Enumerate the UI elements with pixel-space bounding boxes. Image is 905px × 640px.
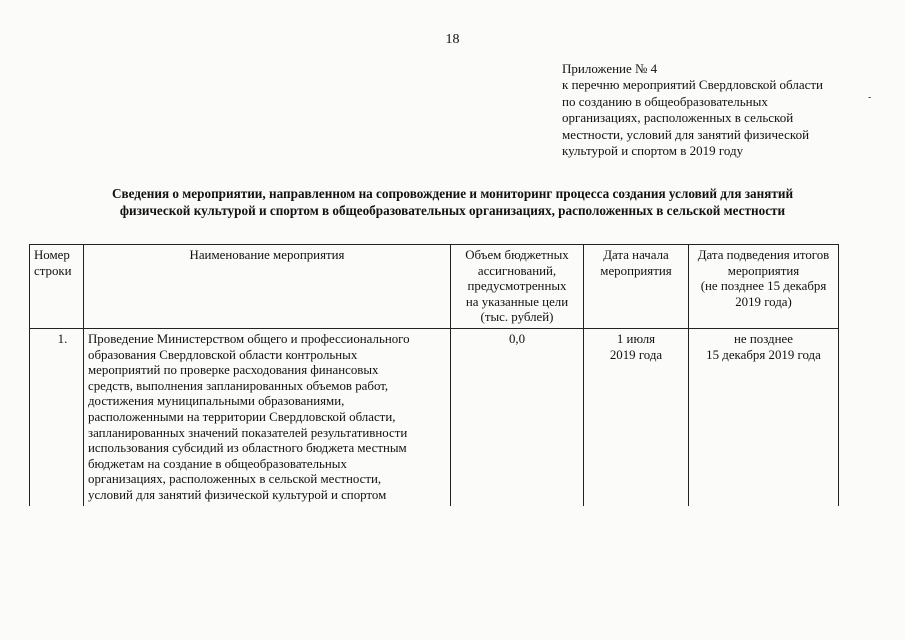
cell-summary-date — [689, 328, 839, 505]
cell-event-name — [84, 328, 451, 505]
cell-text: не позднее — [734, 331, 793, 346]
cell-text: мероприятий по проверке расходования финансовых — [88, 363, 379, 378]
cell-text: условий для занятий физической культурой и спортом — [88, 487, 387, 502]
header-name — [84, 245, 451, 329]
document-title — [40, 186, 865, 219]
header-text: на указанные цели — [465, 294, 569, 309]
appendix-line: культурой и спортом в 2019 году — [562, 143, 744, 159]
table-header-row — [30, 245, 839, 329]
appendix-line: местности, условий для занятий физической — [562, 126, 810, 142]
cell-text: Проведение Министерством общего и профессионального — [88, 331, 410, 346]
header-text: мероприятия — [600, 263, 672, 278]
title-line: физической культурой и спортом в общеобразовательных организациях, расположенных в сельской местности — [119, 202, 786, 218]
table-row — [30, 328, 839, 505]
header-text: мероприятия — [727, 263, 800, 278]
cell-text: достижения муниципальными образованиями, — [88, 394, 345, 409]
cell-text: 2019 года — [609, 347, 663, 362]
appendix-title: Приложение № 4 — [562, 61, 658, 76]
cell-text: расположенными на территории Свердловской области, — [88, 409, 396, 424]
header-text: Объем бюджетных — [465, 248, 569, 262]
header-text: Дата подведения итогов — [697, 248, 830, 262]
cell-text: запланированных значений показателей результативности — [88, 425, 408, 440]
cell-row-number: 1. — [30, 328, 84, 505]
header-text: ассигнований, — [477, 263, 557, 278]
header-text: (тыс. рублей) — [480, 310, 554, 325]
cell-budget: 0,0 — [451, 328, 584, 505]
cell-text: средств, выполнения запланированных объемов работ, — [88, 378, 389, 393]
appendix-block — [562, 61, 862, 159]
header-budget — [451, 245, 584, 329]
appendix-line: по созданию в общеобразовательных — [562, 93, 768, 109]
events-table — [29, 244, 839, 506]
cell-text: 15 декабря 2019 года — [706, 347, 821, 362]
header-text: (не позднее 15 декабря — [700, 279, 827, 294]
cell-text: образования Свердловской области контрольных — [88, 347, 358, 362]
cell-start-date — [584, 328, 689, 505]
side-mark: - — [868, 92, 872, 103]
header-summary-date — [689, 245, 839, 329]
header-text: Дата начала — [603, 248, 669, 262]
header-text: предусмотренных — [467, 279, 567, 294]
cell-text: организациях, расположенных в сельской местности, — [88, 472, 382, 487]
cell-text: 1 июля — [616, 331, 656, 346]
appendix-line: к перечню мероприятий Свердловской области — [562, 77, 824, 93]
cell-text: использования субсидий из областного бюджета местным — [88, 441, 407, 456]
header-text: строки — [34, 263, 72, 278]
header-text: 2019 года) — [735, 294, 792, 309]
header-text: Наименование мероприятия — [189, 248, 345, 262]
cell-text: бюджетам на создание в общеобразовательных — [88, 456, 347, 471]
title-line: Сведения о мероприятии, направленном на сопровождение и мониторинг процесса создания условий для занятий — [111, 186, 794, 201]
page-number: 18 — [445, 32, 460, 47]
header-start-date — [584, 245, 689, 329]
appendix-line: организациях, расположенных в сельской — [562, 110, 794, 126]
header-text: Номер — [34, 248, 70, 262]
header-number — [30, 245, 84, 329]
